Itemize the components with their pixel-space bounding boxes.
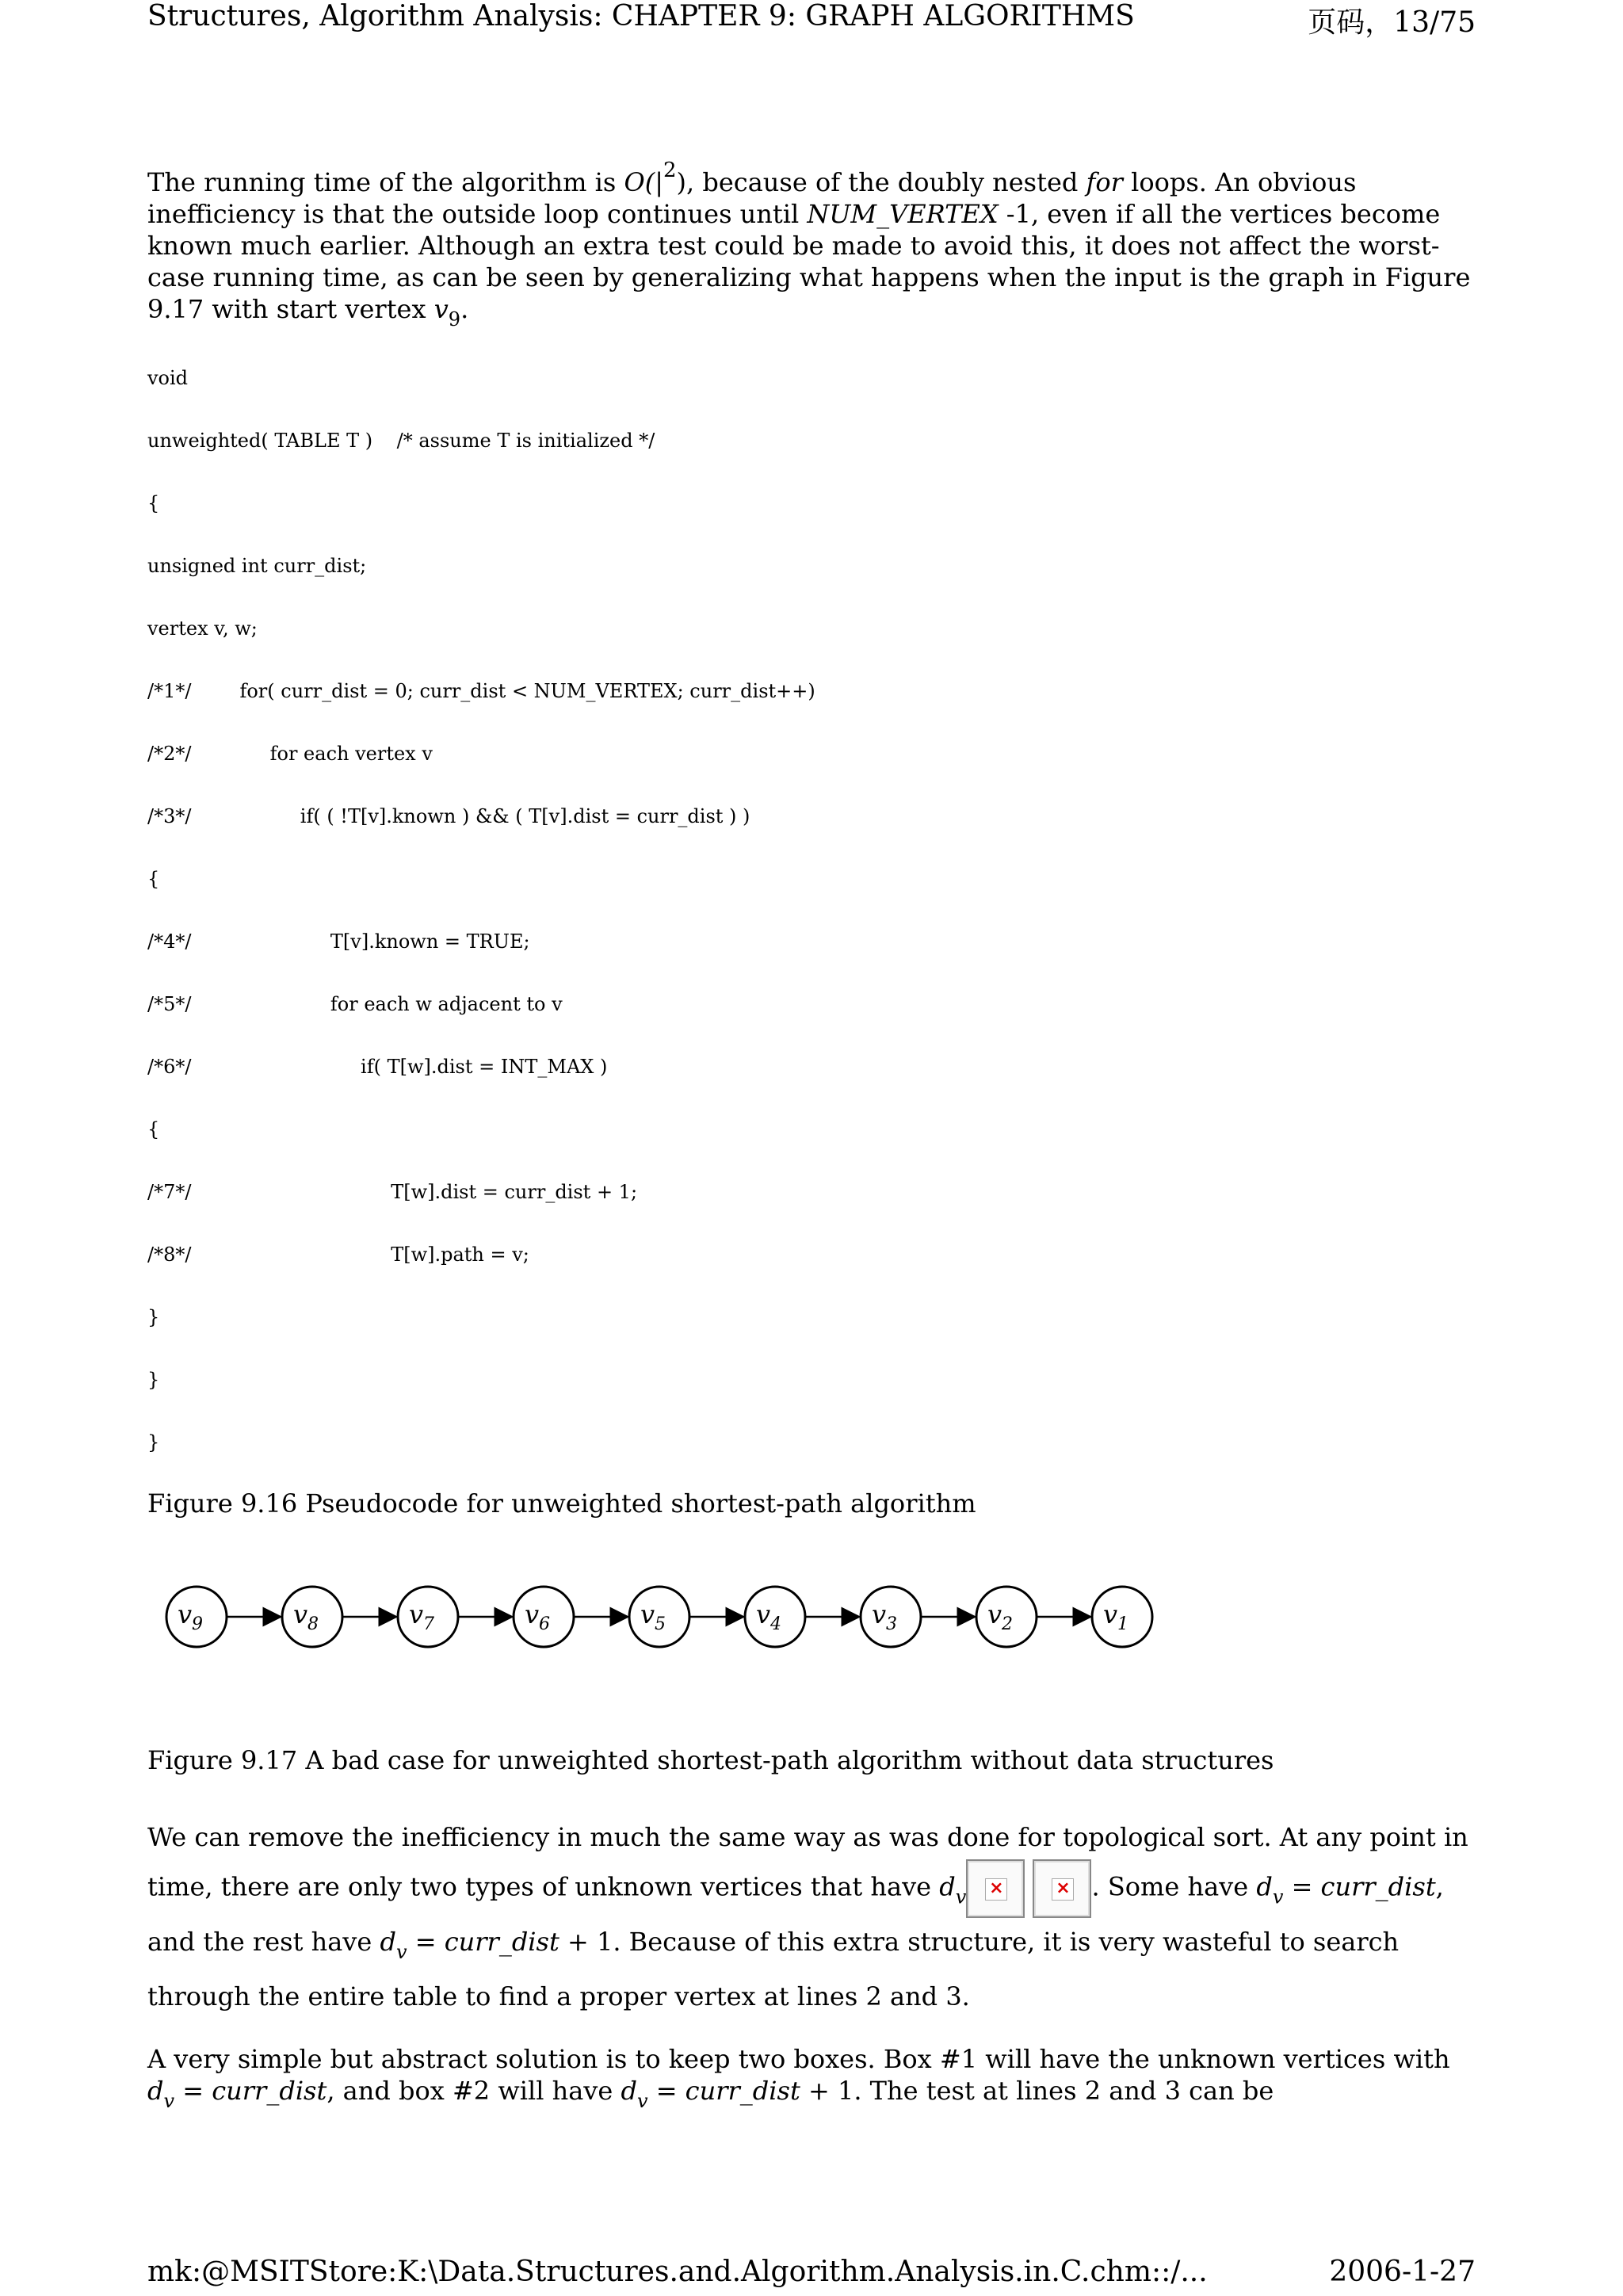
graph-node-label: $v_8$ [292,1599,319,1634]
graph-node-label: $v_4$ [755,1599,782,1634]
figure-9-16-caption: Figure 9.16 Pseudocode for unweighted shortest-path algorithm [147,1488,976,1519]
code-line: /*8*/ T[w].path = v; [147,1244,529,1266]
code-line: { [147,492,160,514]
page-header [147,0,1476,40]
graph-node-label: $v_9$ [177,1599,204,1634]
code-line: /*2*/ for each vertex v [147,743,433,765]
graph-node-label: $v_7$ [408,1599,435,1634]
code-line: /*6*/ if( T[w].dist = INT_MAX ) [147,1056,608,1078]
code-line: vertex v, w; [147,617,258,640]
code-line: unweighted( TABLE T ) /* assume T is initialized */ [147,430,655,452]
graph-node-label: $v_3$ [871,1599,898,1634]
page-number: 页码，13/75 [1308,6,1476,39]
code-line: /*4*/ T[v].known = TRUE; [147,930,530,953]
source-path: mk:@MSITStore:K:\Data.Structures.and.Algorithm.Analysis.in.C.chm::/... [147,2256,1208,2288]
code-line: unsigned int curr_dist; [147,555,367,577]
graph-node-label: $v_5$ [640,1599,666,1634]
figure-9-17-caption: Figure 9.17 A bad case for unweighted shortest-path algorithm without data structures [147,1745,1274,1775]
code-line: /*3*/ if( ( !T[v].known ) && ( T[v].dist = curr_dist ) ) [147,805,750,827]
code-line: } [147,1306,160,1328]
code-line: void [147,367,189,389]
paragraph-two-boxes: A very simple but abstract solution is to keep two boxes. Box #1 will have the unknown vertices with $d_v$ = curr_dist, and box #2 will have $d_v$ = curr_dist + 1. The test at lines 2 and 3 can be [147,2044,1458,2112]
code-line: /*7*/ T[w].dist = curr_dist + 1; [147,1181,638,1203]
intro-paragraph: The running time of the algorithm is $O(|^2)$, because of the doubly nested for loops. An obvious inefficiency is that the outside loop continues until NUM_VERTEX -1, even if all the vertices become known much earlier. Although an extra test could be made to avoid this, it does not affect the worst-case running time, as can be seen by generalizing what happens when the input is the graph in Figure 9.17 with start vertex $v_9$. [147,159,1479,330]
paragraph-remove-inefficiency: We can remove the inefficiency in much the same way as was done for topological sort. At any point in time, there are only two types of unknown vertices that have $d_v$ × × . Some have $d_v$ = curr_dist, and the rest have $d_v$ = curr_dist + 1. Because of this extra structure, it is very wasteful to search through the entire table to find a proper vertex at lines 2 and 3. [147,1822,1476,2011]
broken-image-icon: × [1033,1859,1091,1918]
graph-node-label: $v_1$ [1102,1599,1129,1634]
page-footer [147,2248,1476,2296]
document-title: Structures, Algorithm Analysis: CHAPTER 9: GRAPH ALGORITHMS [147,0,1135,32]
code-line: { [147,1118,160,1140]
code-line: } [147,1369,160,1391]
graph-node-label: $v_6$ [524,1599,551,1634]
code-line: /*1*/ for( curr_dist = 0; curr_dist < NUM_VERTEX; curr_dist++) [147,680,815,702]
graph-node-label: $v_2$ [987,1599,1014,1634]
figure-9-17-graph [158,1573,1173,1660]
broken-image-icon: × [966,1859,1025,1918]
print-date: 2006-1-27 [1329,2256,1476,2288]
code-line: } [147,1431,160,1454]
code-line: { [147,868,160,890]
code-line: /*5*/ for each w adjacent to v [147,993,563,1015]
